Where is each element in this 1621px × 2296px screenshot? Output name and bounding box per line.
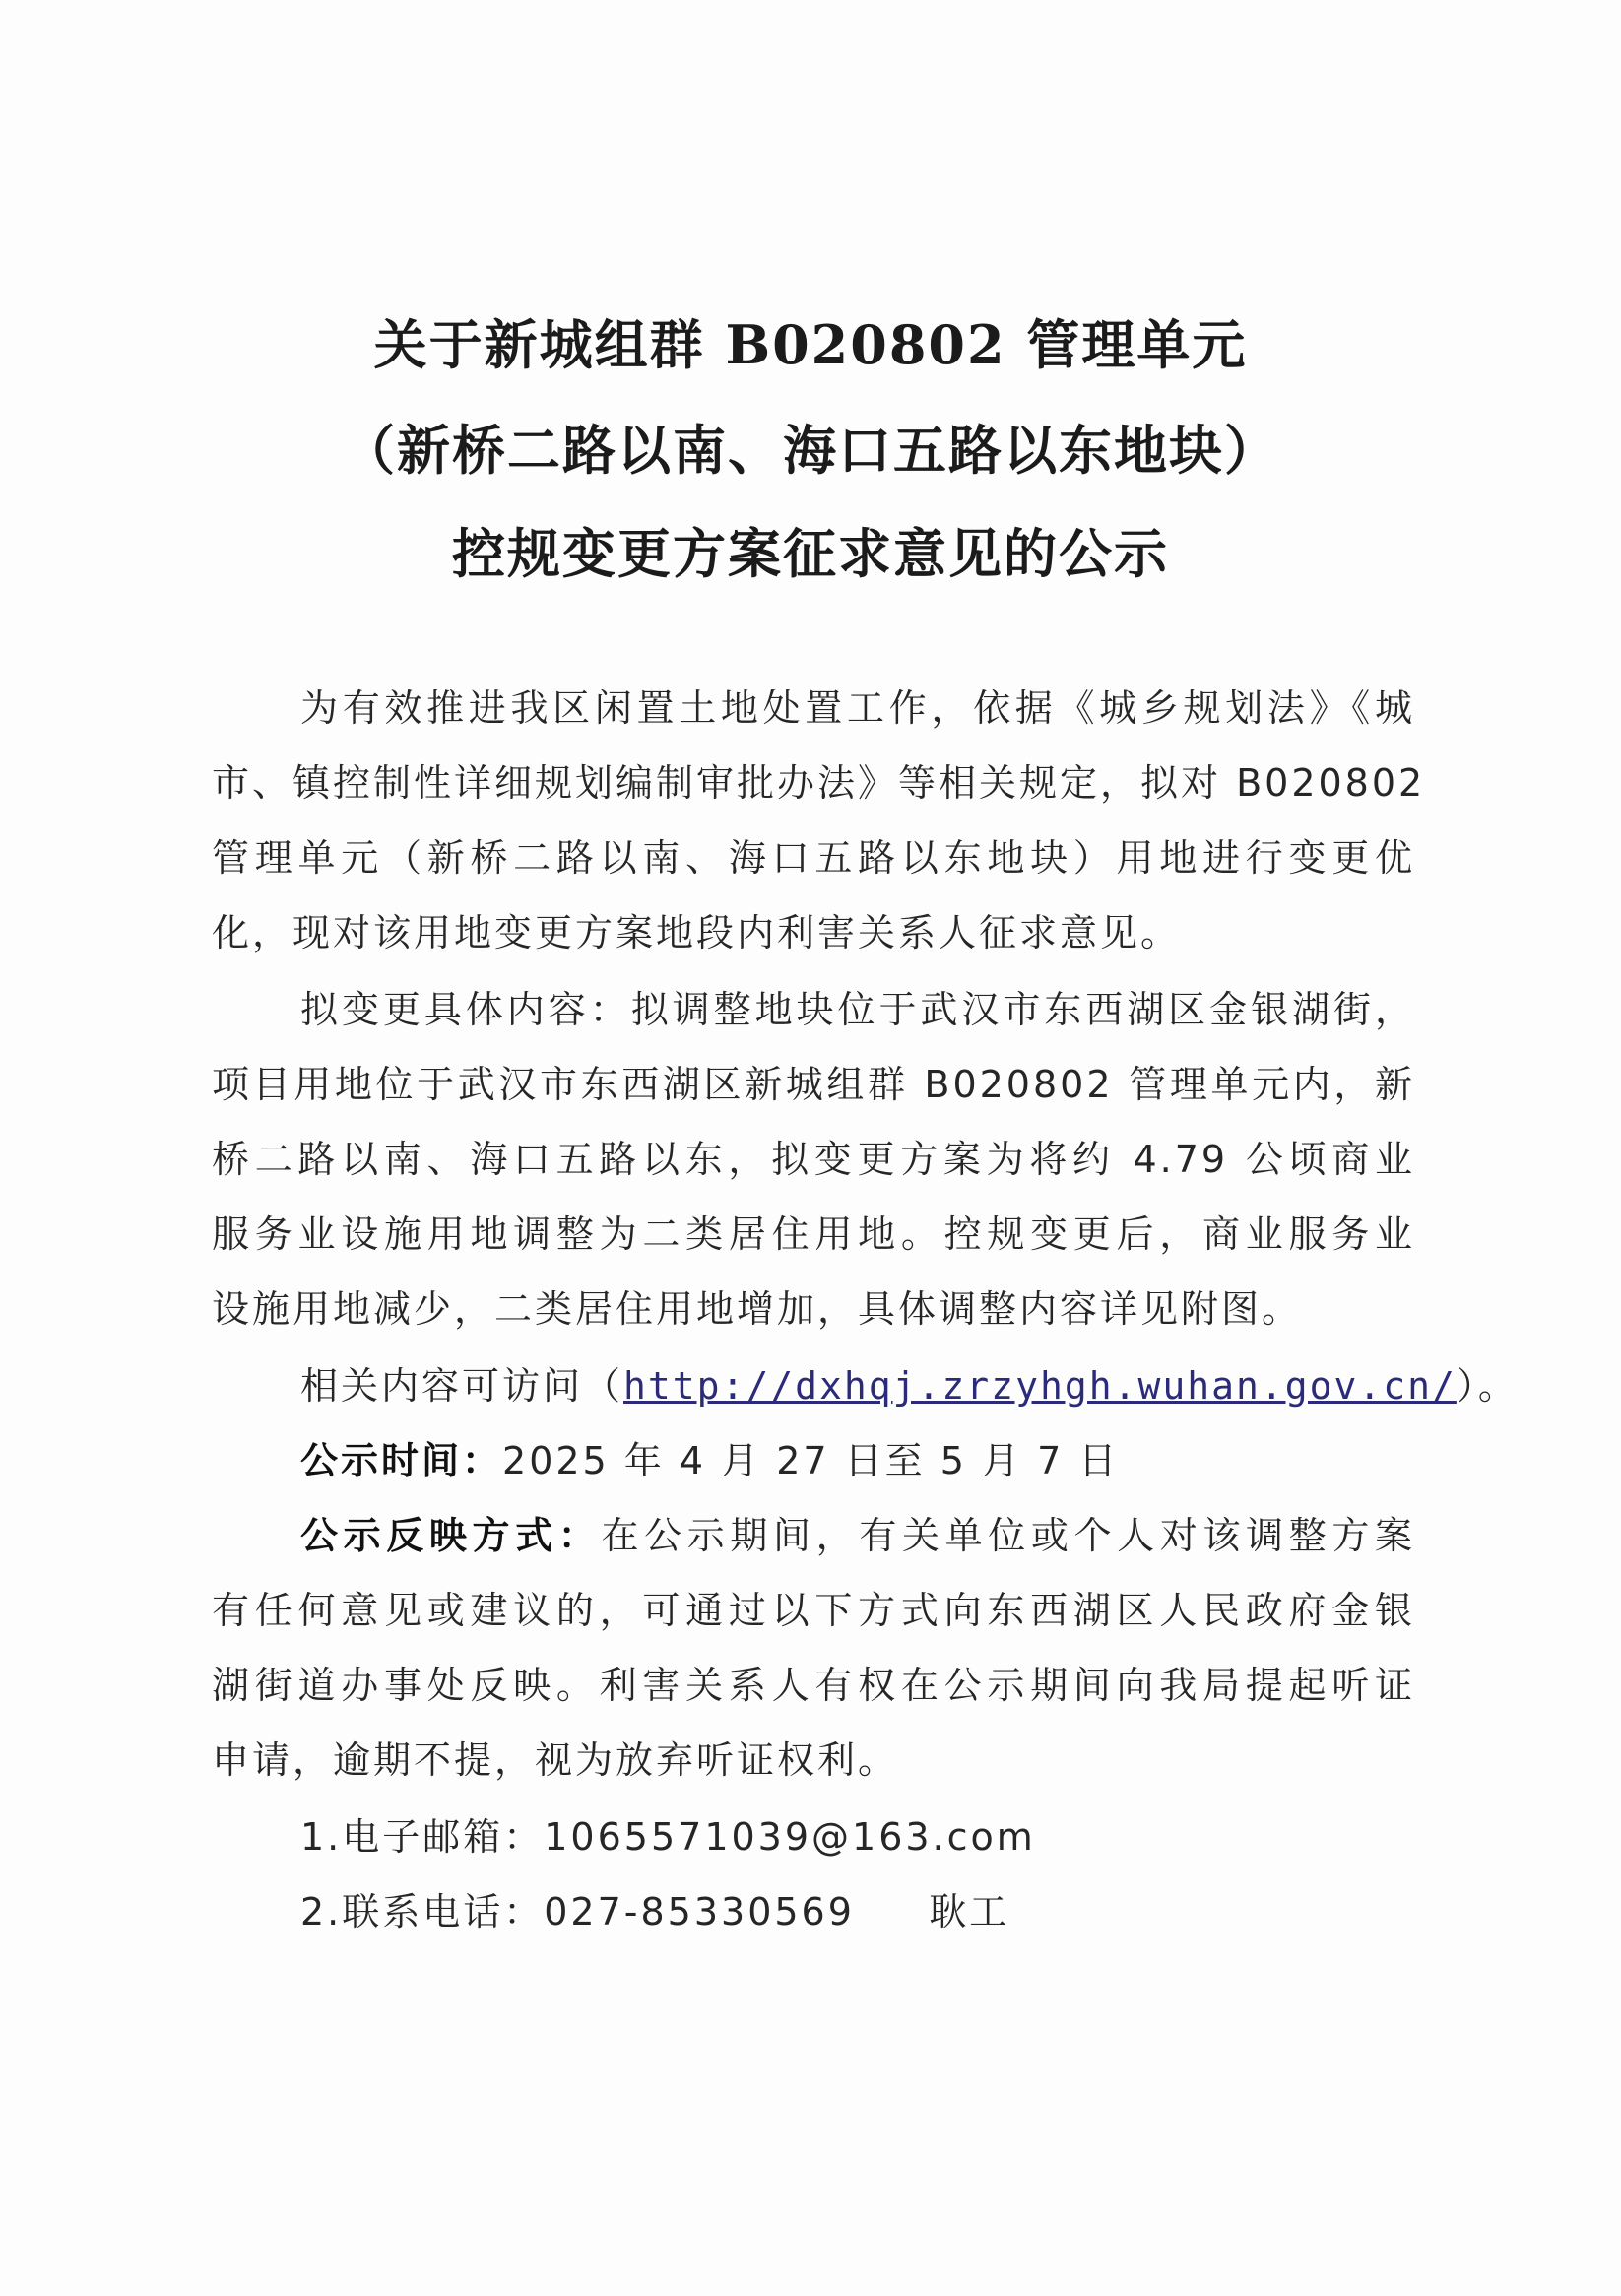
feedback-line-4: 申请，逾期不提，视为放弃听证权利。	[212, 1738, 899, 1782]
feedback-label: 公示反映方式：	[300, 1514, 602, 1557]
notice-time-label: 公示时间：	[300, 1439, 503, 1482]
paragraph-1-line-1: 为有效推进我区闲置土地处置工作，依据《城乡规划法》《城	[300, 687, 1415, 730]
contact-email: 1.电子邮箱：1065571039@163.com	[300, 1815, 1036, 1859]
notice-time-value: 2025 年 4 月 27 日至 5 月 7 日	[502, 1439, 1120, 1482]
title-line-3: 控规变更方案征求意见的公示	[452, 522, 1169, 585]
title-line-2: （新桥二路以南、海口五路以东地块）	[342, 419, 1279, 482]
feedback-line-2: 有任何意见或建议的，可通过以下方式向东西湖区人民政府金银	[212, 1589, 1415, 1632]
paragraph-1-line-4: 化，现对该用地变更方案地段内利害关系人征求意见。	[212, 911, 1182, 954]
title-line-1: 关于新城组群 B020802 管理单元	[373, 313, 1248, 376]
paragraph-2-line-2: 项目用地位于武汉市东西湖区新城组群 B020802 管理单元内，新	[212, 1063, 1415, 1106]
paragraph-2-line-1: 拟变更具体内容：拟调整地块位于武汉市东西湖区金银湖街，	[300, 988, 1415, 1031]
visit-prefix: 相关内容可访问（	[300, 1364, 624, 1408]
visit-suffix: ）。	[1456, 1364, 1519, 1408]
contact-phone: 2.联系电话：027-85330569 耿工	[300, 1890, 1010, 1934]
paragraph-1-line-2: 市、镇控制性详细规划编制审批办法》等相关规定，拟对 B020802	[212, 761, 1426, 805]
feedback-line-3: 湖街道办事处反映。利害关系人有权在公示期间向我局提起听证	[212, 1664, 1415, 1707]
feedback-line-1	[300, 1505, 1415, 1559]
feedback-first: 在公示期间，有关单位或个人对该调整方案	[601, 1514, 1415, 1557]
paragraph-2-line-4: 服务业设施用地调整为二类居住用地。控规变更后，商业服务业	[212, 1213, 1415, 1256]
paragraph-2-line-5: 设施用地减少，二类居住用地增加，具体调整内容详见附图。	[212, 1287, 1303, 1331]
website-link[interactable]: http://dxhqj.zrzyhgh.wuhan.gov.cn/	[623, 1364, 1457, 1408]
visit-line	[300, 1355, 1519, 1410]
paragraph-1-line-3: 管理单元（新桥二路以南、海口五路以东地块）用地进行变更优	[212, 836, 1415, 880]
paragraph-2-line-3: 桥二路以南、海口五路以东，拟变更方案为将约 4.79 公顷商业	[212, 1138, 1415, 1181]
notice-time-line	[300, 1430, 1415, 1484]
